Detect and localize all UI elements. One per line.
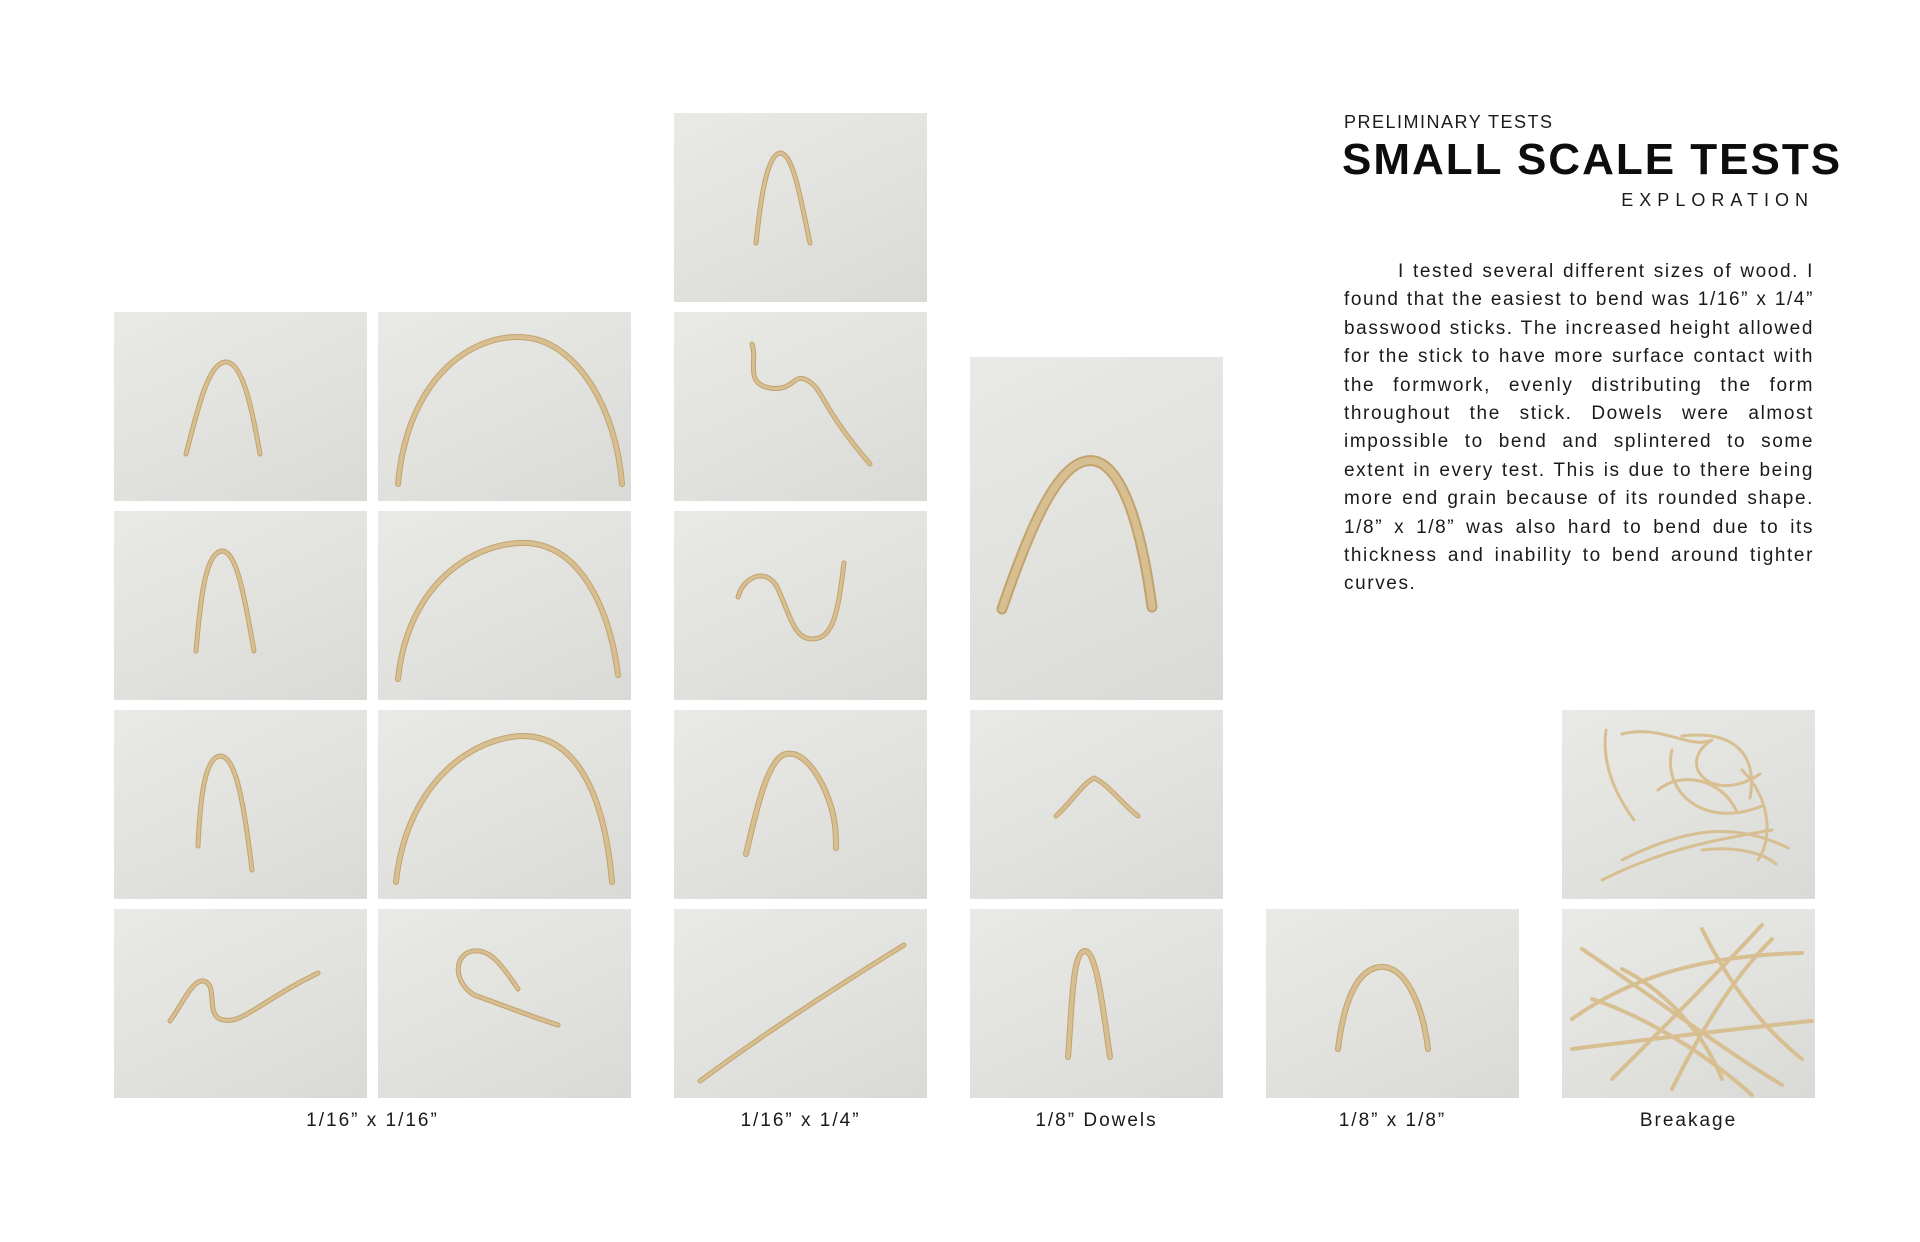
caption-1-16x1-4: 1/16” x 1/4”: [740, 1110, 861, 1131]
test-photo-1a-1: [114, 312, 367, 501]
test-photo-2-5: [674, 909, 927, 1098]
caption-1-8-dowels: 1/8” Dowels: [1035, 1110, 1158, 1131]
caption-breakage: Breakage: [1639, 1110, 1738, 1131]
test-photo-1b-2: [378, 511, 631, 700]
test-photo-2-4: [674, 710, 927, 899]
breakage-photo-1: [1562, 710, 1815, 899]
test-photo-4-1: [1266, 909, 1519, 1098]
test-photo-2-2: [674, 312, 927, 501]
page-title: SMALL SCALE TESTS: [1342, 135, 1843, 184]
test-photo-3-3: [970, 909, 1223, 1098]
test-photo-1a-3: [114, 710, 367, 899]
test-photo-2-3: [674, 511, 927, 700]
test-photo-1b-1: [378, 312, 631, 501]
description-paragraph: I tested several different sizes of wood. I found that the easiest to bend was 1/16” x 1/4” basswood sticks. The increased height allowed for the stick to have more surface contact with the formwork, evenly distributing the form throughout the stick. Dowels were almost impossible to bend and splintered to some extent in every test. This is due to there being more end grain because of its rounded shape. 1/8” x 1/8” was also hard to bend due to its thickness and inability to bend around tighter curves.: [1344, 261, 1814, 595]
test-photo-1b-3: [378, 710, 631, 899]
breakage-photo-2: [1562, 909, 1815, 1098]
test-photo-1a-4: [114, 909, 367, 1098]
test-photo-3-2: [970, 710, 1223, 899]
test-photo-1a-2: [114, 511, 367, 700]
caption-1-16x1-16: 1/16” x 1/16”: [306, 1110, 439, 1131]
test-photo-1b-4: [378, 909, 631, 1098]
test-photo-2-1: [674, 113, 927, 302]
page-subtitle: EXPLORATION: [1621, 190, 1814, 210]
test-photo-3-1: [970, 357, 1223, 700]
caption-1-8x1-8: 1/8” x 1/8”: [1338, 1110, 1447, 1131]
section-kicker: PRELIMINARY TESTS: [1344, 112, 1554, 132]
